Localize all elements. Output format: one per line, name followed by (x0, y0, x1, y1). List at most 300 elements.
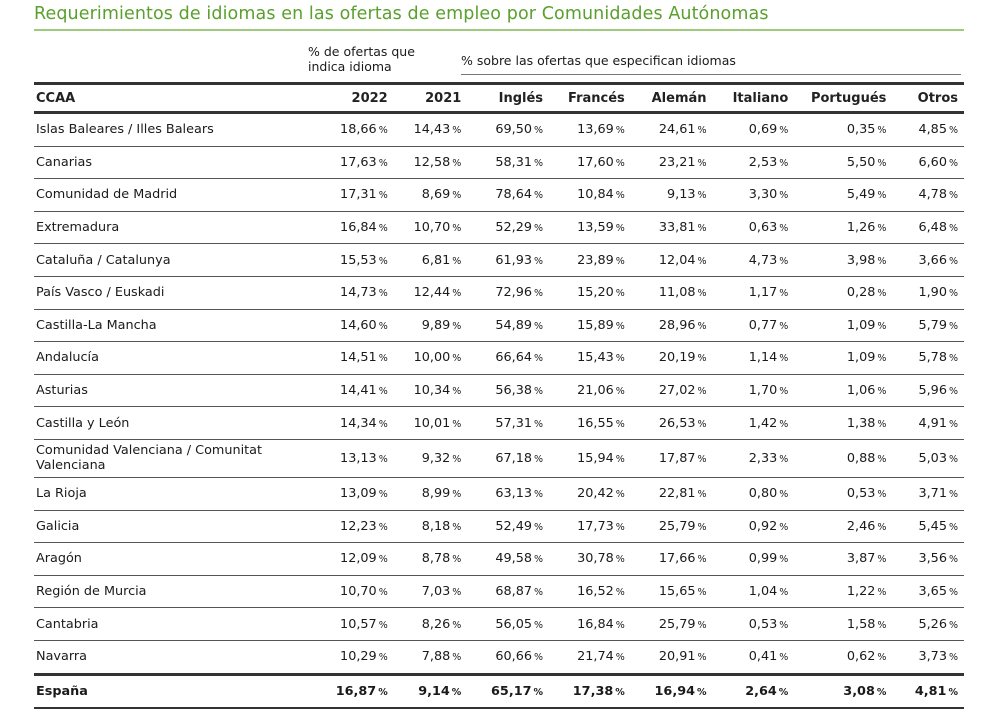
percent-sign: % (779, 288, 789, 300)
cell-aleman (631, 342, 713, 375)
percent-sign: % (948, 587, 958, 599)
percent-sign: % (534, 386, 544, 398)
percent-sign: % (877, 288, 887, 300)
cell-value: 17,63 (340, 154, 377, 170)
cell-italiano (713, 439, 795, 477)
cell-value: 4,85 (918, 122, 947, 138)
cell-value: 15,65 (658, 584, 696, 600)
ccaa-name: País Vasco / Euskadi (34, 276, 312, 309)
cell-value: 1,38 (846, 415, 876, 431)
percent-sign: % (615, 190, 625, 202)
cell-value: 14,51 (340, 350, 377, 366)
cell-otros (892, 244, 964, 277)
col-header-ccaa: CCAA (34, 84, 312, 113)
cell-ingles (467, 309, 549, 342)
percent-sign: % (533, 686, 544, 698)
cell-frances (549, 211, 631, 244)
cell-value: 3,66 (918, 252, 947, 268)
percent-sign: % (697, 686, 707, 698)
percent-sign: % (452, 223, 462, 235)
cell-value: 12,58 (413, 154, 451, 170)
cell-aleman (631, 543, 713, 576)
percent-sign: % (378, 125, 388, 137)
cell-value: 16,84 (340, 220, 377, 236)
cell-otros (892, 575, 964, 608)
cell-value: 9,32 (421, 450, 451, 466)
percent-sign: % (877, 353, 887, 365)
percent-sign: % (452, 554, 462, 566)
percent-sign: % (779, 157, 789, 169)
ccaa-name: Comunidad Valenciana / Comunitat Valenciana (34, 439, 312, 477)
cell-ingles (467, 244, 549, 277)
cell-otros (892, 674, 964, 708)
cell-value: 0,92 (748, 518, 778, 534)
cell-value: 2,64 (745, 683, 777, 699)
cell-value: 1,09 (846, 350, 876, 366)
cell-otros (892, 276, 964, 309)
cell-italiano (713, 179, 795, 212)
percent-sign: % (948, 157, 958, 169)
cell-otros (892, 309, 964, 342)
percent-sign: % (779, 255, 789, 267)
percent-sign: % (615, 619, 625, 631)
percent-sign: % (378, 521, 388, 533)
cell-portugues (794, 510, 892, 543)
cell-value: 0,80 (748, 486, 778, 502)
cell-value: 10,34 (413, 383, 451, 399)
percent-sign: % (452, 255, 462, 267)
cell-2022 (312, 608, 394, 641)
cell-portugues (794, 674, 892, 708)
cell-value: 16,52 (577, 584, 614, 600)
table-row (34, 575, 964, 608)
cell-ingles (467, 342, 549, 375)
cell-value: 2,46 (846, 518, 876, 534)
cell-value: 5,26 (918, 616, 947, 632)
col-header-otros: Otros (892, 84, 964, 113)
cell-value: 1,42 (748, 415, 778, 431)
cell-portugues (794, 309, 892, 342)
percent-sign: % (697, 489, 707, 501)
cell-aleman (631, 439, 713, 477)
cell-portugues (794, 407, 892, 440)
ccaa-name: Extremadura (34, 211, 312, 244)
percent-sign: % (948, 686, 958, 698)
percent-sign: % (697, 157, 707, 169)
cell-portugues (794, 211, 892, 244)
ccaa-name: Canarias (34, 146, 312, 179)
cell-value: 78,64 (495, 187, 533, 203)
cell-otros (892, 510, 964, 543)
percent-sign: % (779, 489, 789, 501)
percent-sign: % (877, 157, 887, 169)
cell-ingles (467, 510, 549, 543)
cell-value: 7,88 (421, 649, 451, 665)
cell-value: 13,13 (340, 450, 377, 466)
cell-italiano (713, 113, 795, 147)
cell-value: 21,06 (577, 383, 614, 399)
cell-portugues (794, 276, 892, 309)
percent-sign: % (948, 190, 958, 202)
cell-value: 17,87 (658, 450, 696, 466)
cell-value: 5,49 (846, 187, 876, 203)
cell-value: 6,81 (421, 252, 451, 268)
cell-frances (549, 575, 631, 608)
ccaa-name: Aragón (34, 543, 312, 576)
cell-value: 28,96 (658, 317, 696, 333)
cell-ingles (467, 146, 549, 179)
percent-sign: % (615, 288, 625, 300)
cell-value: 8,69 (421, 187, 451, 203)
percent-sign: % (378, 157, 388, 169)
percent-sign: % (779, 418, 789, 430)
cell-ingles (467, 439, 549, 477)
cell-value: 0,99 (748, 551, 778, 567)
percent-sign: % (378, 255, 388, 267)
percent-sign: % (877, 418, 887, 430)
cell-italiano (713, 342, 795, 375)
percent-sign: % (877, 320, 887, 332)
cell-value: 1,58 (846, 616, 876, 632)
cell-value: 17,31 (340, 187, 377, 203)
cell-value: 16,84 (577, 616, 614, 632)
ccaa-name: Galicia (34, 510, 312, 543)
percent-sign: % (378, 353, 388, 365)
cell-value: 9,13 (667, 187, 696, 203)
cell-value: 8,78 (421, 551, 451, 567)
cell-aleman (631, 477, 713, 510)
percent-sign: % (877, 587, 887, 599)
table-row (34, 179, 964, 212)
cell-frances (549, 374, 631, 407)
cell-portugues (794, 113, 892, 147)
percent-sign: % (877, 386, 887, 398)
cell-portugues (794, 543, 892, 576)
percent-sign: % (534, 353, 544, 365)
cell-value: 0,53 (846, 486, 876, 502)
cell-ingles (467, 575, 549, 608)
ccaa-name: España (34, 674, 312, 708)
cell-value: 4,73 (748, 252, 778, 268)
group-header-offers: % de ofertas que indica idioma (308, 44, 415, 74)
table-row (34, 113, 964, 147)
cell-value: 14,73 (340, 285, 377, 301)
cell-ingles (467, 211, 549, 244)
percent-sign: % (534, 489, 544, 501)
cell-2021 (394, 543, 468, 576)
cell-value: 16,94 (654, 683, 696, 699)
cell-value: 3,98 (846, 252, 876, 268)
cell-portugues (794, 439, 892, 477)
percent-sign: % (697, 288, 707, 300)
percent-sign: % (877, 125, 887, 137)
cell-value: 33,81 (658, 220, 696, 236)
ccaa-name: Castilla-La Mancha (34, 309, 312, 342)
cell-value: 1,04 (748, 584, 778, 600)
percent-sign: % (779, 386, 789, 398)
cell-value: 69,50 (495, 122, 533, 138)
cell-value: 5,96 (918, 383, 947, 399)
cell-value: 3,08 (843, 683, 875, 699)
cell-value: 15,53 (340, 252, 377, 268)
cell-2022 (312, 211, 394, 244)
percent-sign: % (615, 587, 625, 599)
percent-sign: % (948, 255, 958, 267)
cell-value: 3,73 (918, 649, 947, 665)
table-row (34, 640, 964, 674)
percent-sign: % (779, 190, 789, 202)
cell-frances (549, 179, 631, 212)
cell-value: 1,22 (846, 584, 876, 600)
cell-2021 (394, 407, 468, 440)
cell-2022 (312, 640, 394, 674)
percent-sign: % (534, 554, 544, 566)
cell-value: 10,70 (340, 584, 377, 600)
cell-portugues (794, 575, 892, 608)
cell-2021 (394, 477, 468, 510)
cell-value: 15,20 (577, 285, 614, 301)
cell-value: 4,81 (914, 683, 947, 699)
ccaa-name: Cantabria (34, 608, 312, 641)
cell-otros (892, 608, 964, 641)
col-header-italiano: Italiano (713, 84, 795, 113)
cell-value: 13,59 (577, 220, 614, 236)
cell-value: 63,13 (495, 486, 533, 502)
cell-value: 8,99 (421, 486, 451, 502)
percent-sign: % (534, 652, 544, 664)
percent-sign: % (697, 587, 707, 599)
col-header-ingles: Inglés (467, 84, 549, 113)
percent-sign: % (948, 619, 958, 631)
cell-value: 17,60 (577, 154, 614, 170)
cell-value: 11,08 (658, 285, 696, 301)
cell-value: 16,55 (577, 415, 614, 431)
percent-sign: % (378, 223, 388, 235)
percent-sign: % (615, 418, 625, 430)
ccaa-name: Región de Murcia (34, 575, 312, 608)
cell-portugues (794, 146, 892, 179)
cell-value: 22,81 (658, 486, 696, 502)
percent-sign: % (877, 255, 887, 267)
cell-frances (549, 244, 631, 277)
cell-aleman (631, 608, 713, 641)
cell-value: 56,38 (495, 383, 533, 399)
table-row (34, 608, 964, 641)
column-group-headers (34, 44, 964, 80)
cell-frances (549, 407, 631, 440)
cell-portugues (794, 640, 892, 674)
title-divider (34, 29, 964, 31)
cell-value: 20,91 (658, 649, 696, 665)
cell-2021 (394, 608, 468, 641)
percent-sign: % (615, 686, 625, 698)
cell-value: 8,26 (421, 616, 451, 632)
cell-value: 14,34 (340, 415, 377, 431)
cell-value: 5,45 (918, 518, 947, 534)
cell-value: 0,62 (846, 649, 876, 665)
cell-2021 (394, 211, 468, 244)
percent-sign: % (534, 255, 544, 267)
table-row (34, 342, 964, 375)
page-title: Requerimientos de idiomas en las ofertas de empleo por Comunidades Autónomas (34, 4, 769, 24)
cell-value: 10,01 (413, 415, 451, 431)
cell-2022 (312, 179, 394, 212)
percent-sign: % (697, 255, 707, 267)
percent-sign: % (534, 157, 544, 169)
percent-sign: % (697, 353, 707, 365)
cell-2021 (394, 510, 468, 543)
cell-2022 (312, 575, 394, 608)
cell-otros (892, 179, 964, 212)
cell-value: 1,06 (846, 383, 876, 399)
cell-value: 2,33 (748, 450, 778, 466)
cell-value: 10,84 (577, 187, 614, 203)
table-header-row (34, 84, 964, 113)
cell-italiano (713, 674, 795, 708)
cell-value: 17,66 (658, 551, 696, 567)
cell-aleman (631, 407, 713, 440)
cell-frances (549, 608, 631, 641)
cell-2022 (312, 439, 394, 477)
cell-value: 14,60 (340, 317, 377, 333)
cell-otros (892, 407, 964, 440)
percent-sign: % (452, 320, 462, 332)
percent-sign: % (697, 652, 707, 664)
percent-sign: % (452, 418, 462, 430)
cell-frances (549, 477, 631, 510)
cell-aleman (631, 374, 713, 407)
percent-sign: % (779, 652, 789, 664)
cell-value: 17,38 (572, 683, 614, 699)
percent-sign: % (378, 652, 388, 664)
cell-otros (892, 146, 964, 179)
cell-value: 18,66 (340, 122, 377, 138)
cell-value: 12,44 (413, 285, 451, 301)
percent-sign: % (534, 418, 544, 430)
cell-value: 27,02 (658, 383, 696, 399)
cell-value: 15,89 (577, 317, 614, 333)
table-row (34, 276, 964, 309)
cell-value: 16,87 (335, 683, 377, 699)
cell-aleman (631, 244, 713, 277)
cell-2022 (312, 244, 394, 277)
cell-value: 9,14 (418, 683, 450, 699)
table-row (34, 374, 964, 407)
cell-italiano (713, 407, 795, 440)
cell-value: 2,53 (748, 154, 778, 170)
cell-italiano (713, 146, 795, 179)
cell-2022 (312, 477, 394, 510)
percent-sign: % (615, 453, 625, 465)
percent-sign: % (779, 353, 789, 365)
cell-2022 (312, 113, 394, 147)
cell-italiano (713, 276, 795, 309)
percent-sign: % (697, 320, 707, 332)
percent-sign: % (697, 223, 707, 235)
percent-sign: % (697, 386, 707, 398)
cell-value: 1,70 (748, 383, 778, 399)
cell-2021 (394, 674, 468, 708)
table-row (34, 543, 964, 576)
cell-value: 10,57 (340, 616, 377, 632)
percent-sign: % (779, 587, 789, 599)
cell-value: 10,29 (340, 649, 377, 665)
percent-sign: % (452, 125, 462, 137)
cell-ingles (467, 674, 549, 708)
percent-sign: % (378, 320, 388, 332)
cell-value: 20,19 (658, 350, 696, 366)
cell-value: 54,89 (495, 317, 533, 333)
percent-sign: % (534, 288, 544, 300)
percent-sign: % (877, 453, 887, 465)
cell-portugues (794, 342, 892, 375)
cell-value: 0,88 (846, 450, 876, 466)
percent-sign: % (615, 157, 625, 169)
cell-frances (549, 439, 631, 477)
cell-otros (892, 342, 964, 375)
cell-value: 67,18 (495, 450, 533, 466)
cell-2021 (394, 146, 468, 179)
ccaa-name: Cataluña / Catalunya (34, 244, 312, 277)
cell-italiano (713, 211, 795, 244)
percent-sign: % (697, 125, 707, 137)
cell-ingles (467, 179, 549, 212)
percent-sign: % (615, 255, 625, 267)
cell-aleman (631, 674, 713, 708)
percent-sign: % (948, 489, 958, 501)
percent-sign: % (452, 587, 462, 599)
percent-sign: % (697, 619, 707, 631)
percent-sign: % (948, 554, 958, 566)
cell-value: 0,28 (846, 285, 876, 301)
percent-sign: % (948, 125, 958, 137)
col-header-portugues: Portugués (794, 84, 892, 113)
cell-value: 7,03 (421, 584, 451, 600)
cell-value: 5,03 (918, 450, 947, 466)
percent-sign: % (779, 619, 789, 631)
cell-value: 1,90 (918, 285, 947, 301)
table-row (34, 439, 964, 477)
cell-value: 9,89 (421, 317, 451, 333)
table-row (34, 407, 964, 440)
cell-value: 3,87 (846, 551, 876, 567)
table-row (34, 309, 964, 342)
cell-value: 14,43 (413, 122, 451, 138)
cell-value: 24,61 (658, 122, 696, 138)
percent-sign: % (948, 652, 958, 664)
cell-value: 1,26 (846, 220, 876, 236)
cell-italiano (713, 374, 795, 407)
cell-ingles (467, 276, 549, 309)
cell-aleman (631, 276, 713, 309)
cell-value: 17,73 (577, 518, 614, 534)
cell-frances (549, 510, 631, 543)
percent-sign: % (534, 619, 544, 631)
cell-otros (892, 113, 964, 147)
cell-value: 0,69 (748, 122, 778, 138)
cell-italiano (713, 309, 795, 342)
cell-value: 10,70 (413, 220, 451, 236)
percent-sign: % (948, 320, 958, 332)
percent-sign: % (615, 554, 625, 566)
percent-sign: % (948, 386, 958, 398)
cell-value: 23,21 (658, 154, 696, 170)
cell-italiano (713, 575, 795, 608)
table-row-total (34, 674, 964, 708)
cell-italiano (713, 608, 795, 641)
cell-otros (892, 477, 964, 510)
percent-sign: % (948, 418, 958, 430)
